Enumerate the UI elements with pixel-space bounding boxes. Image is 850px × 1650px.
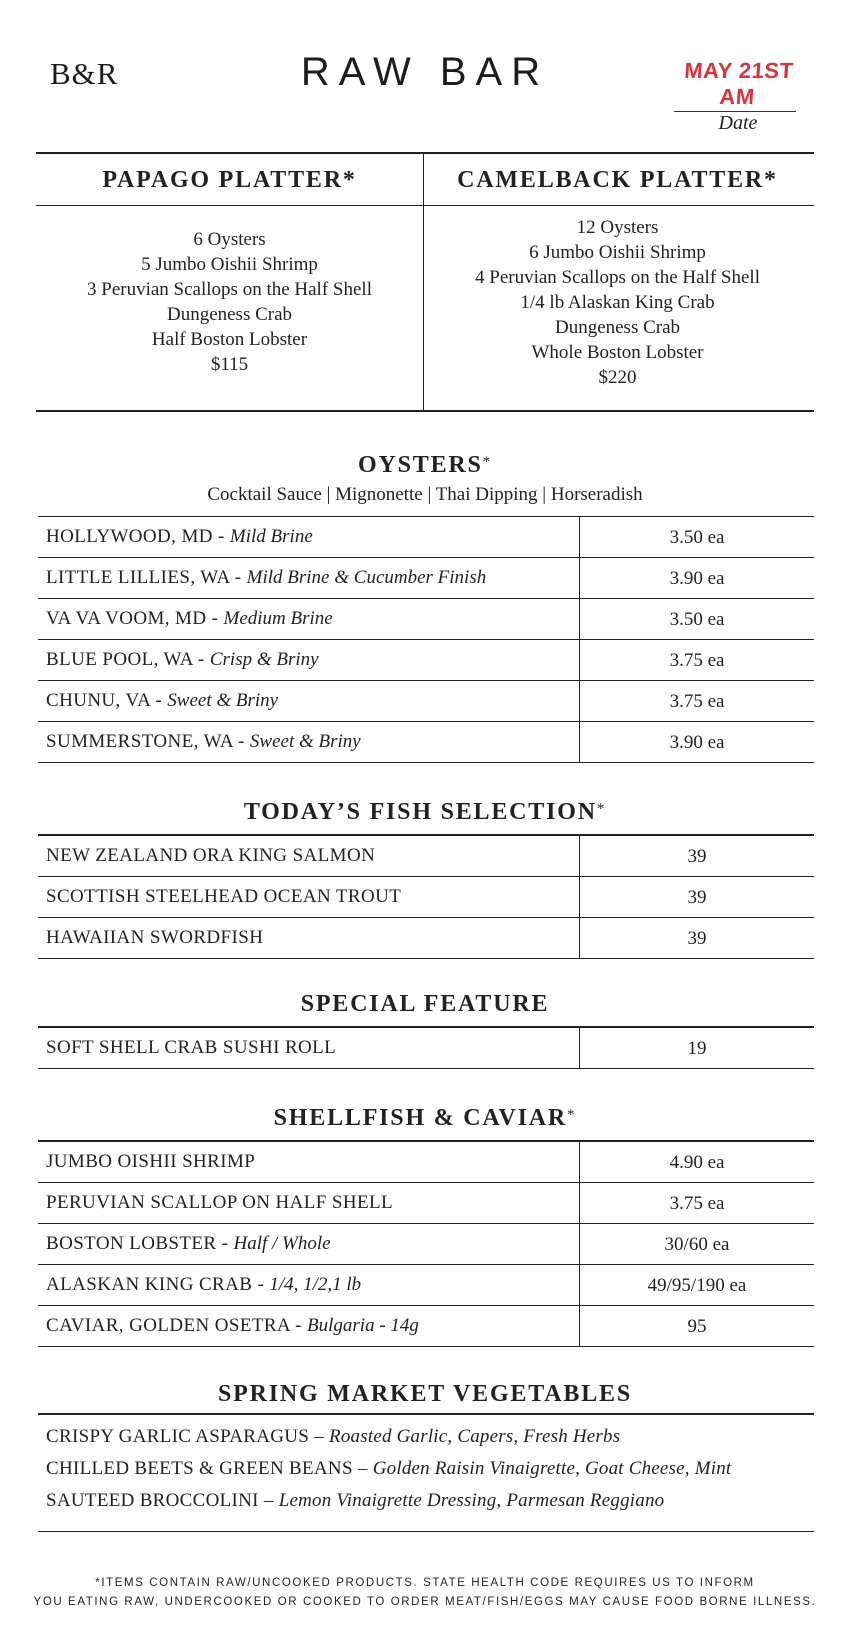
item-name: SOFT SHELL CRAB SUSHI ROLL (46, 1037, 337, 1058)
item-name: PERUVIAN SCALLOP ON HALF SHELL (46, 1192, 393, 1213)
section-title-shellfish (0, 1105, 850, 1132)
item-name-text: BOSTON LOBSTER (46, 1233, 217, 1254)
item-name: CRISPY GARLIC ASPARAGUS (46, 1426, 310, 1447)
page-title: RAW BAR (300, 50, 550, 94)
item-description: Lemon Vinaigrette Dressing, Parmesan Reggiano (278, 1490, 665, 1511)
item-name-text: HOLLYWOOD, MD (46, 526, 213, 547)
platter-items-papago (36, 227, 423, 377)
item-price: 3.90 ea (669, 732, 725, 753)
item-price: 39 (687, 928, 707, 949)
item-name: HAWAIIAN SWORDFISH (46, 927, 264, 948)
platter-item: 3 Peruvian Scallops on the Half Shell (87, 279, 372, 300)
item-separator: – (352, 1458, 373, 1479)
item-name: CAVIAR, GOLDEN OSETRA - Bulgaria - 14g (46, 1315, 419, 1336)
item-name: CHUNU, VA - Sweet & Briny (46, 690, 279, 711)
section-title-text: SHELLFISH & CAVIAR (273, 1105, 568, 1131)
item-name-text: ALASKAN KING CRAB (46, 1274, 253, 1295)
item-description: Sweet & Briny (249, 731, 361, 752)
table-row (38, 918, 814, 959)
oysters-table (38, 516, 814, 763)
platter-item: Dungeness Crab (554, 317, 681, 338)
platter-item: 1/4 lb Alaskan King Crab (520, 292, 715, 313)
platters-bottom-rule (36, 410, 814, 412)
item-description: Half / Whole (233, 1233, 331, 1254)
item-name: VA VA VOOM, MD - Medium Brine (46, 608, 333, 629)
item-description: Mild Brine (229, 526, 313, 547)
date-label: Date (718, 112, 758, 134)
platter-header-rule (36, 205, 814, 206)
platter-item: 6 Oysters (193, 229, 266, 250)
item-price: 39 (687, 846, 707, 867)
item-name: CHILLED BEETS & GREEN BEANS (46, 1458, 353, 1479)
platter-item: Whole Boston Lobster (531, 342, 704, 363)
asterisk: * (482, 454, 492, 470)
item-description: Mild Brine & Cucumber Finish (246, 567, 487, 588)
item-price: 3.90 ea (669, 568, 725, 589)
item-name: SCOTTISH STEELHEAD OCEAN TROUT (46, 886, 402, 907)
item-price: 19 (687, 1038, 707, 1059)
table-row (38, 1183, 814, 1224)
item-name-text: LITTLE LILLIES, WA (46, 567, 230, 588)
item-price: 3.50 ea (669, 609, 725, 630)
item-description: Bulgaria - 14g (307, 1315, 419, 1336)
item-name: NEW ZEALAND ORA KING SALMON (46, 845, 376, 866)
table-row (38, 558, 814, 599)
table-row (38, 640, 814, 681)
platter-title-papago: PAPAGO PLATTER* (102, 167, 357, 193)
platter-item: Half Boston Lobster (151, 329, 308, 350)
item-name: BLUE POOL, WA - Crisp & Briny (46, 649, 319, 670)
section-title-vegetables: SPRING MARKET VEGETABLES (218, 1381, 632, 1407)
item-description: Golden Raisin Vinaigrette, Goat Cheese, Mint (372, 1458, 732, 1479)
table-row (38, 1142, 814, 1183)
item-name: BOSTON LOBSTER - Half / Whole (46, 1233, 331, 1254)
item-price: 3.75 ea (669, 1193, 725, 1214)
item-separator: – (309, 1426, 330, 1447)
platter-item: 12 Oysters (576, 217, 659, 238)
item-price: 3.50 ea (669, 527, 725, 548)
platter-items-camelback (424, 215, 811, 390)
platter-price: $220 (598, 367, 637, 388)
disclaimer-line: *ITEMS CONTAIN RAW/UNCOOKED PRODUCTS. STATE HEALTH CODE REQUIRES US TO INFORM (95, 1577, 755, 1589)
item-name-text: SUMMERSTONE, WA (46, 731, 233, 752)
asterisk: * (567, 1107, 577, 1123)
health-disclaimer (0, 1574, 850, 1612)
platter-item: 4 Peruvian Scallops on the Half Shell (475, 267, 760, 288)
table-row (38, 599, 814, 640)
item-name: JUMBO OISHII SHRIMP (46, 1151, 256, 1172)
list-item (46, 1421, 731, 1453)
section-title-fish (0, 799, 850, 826)
item-name: LITTLE LILLIES, WA - Mild Brine & Cucumber Finish (46, 567, 487, 588)
table-row (38, 1265, 814, 1306)
date-value: MAY 21ST AM (683, 58, 795, 109)
asterisk: * (596, 801, 607, 817)
table-row (38, 836, 814, 877)
item-description: Sweet & Briny (167, 690, 279, 711)
item-name: HOLLYWOOD, MD - Mild Brine (46, 526, 313, 547)
disclaimer-line: YOU EATING RAW, UNDERCOOKED OR COOKED TO ORDER MEAT/FISH/EGGS MAY CAUSE FOOD BORNE ILLNESS. (33, 1596, 817, 1608)
item-description: Crisp & Briny (209, 649, 319, 670)
item-price: 3.75 ea (669, 691, 725, 712)
section-title-text: OYSTERS (358, 452, 483, 478)
item-price: 39 (687, 887, 707, 908)
item-price: 49/95/190 ea (647, 1275, 747, 1296)
list-item (46, 1485, 731, 1517)
item-price: 95 (687, 1316, 707, 1337)
section-title-special: SPECIAL FEATURE (300, 991, 550, 1017)
item-name-text: VA VA VOOM, MD (46, 608, 207, 629)
vegetables-list (46, 1421, 731, 1517)
date-block (668, 58, 808, 135)
table-row (38, 1224, 814, 1265)
shellfish-table (38, 1140, 814, 1347)
table-row (38, 1028, 814, 1069)
platters-grid (36, 153, 814, 411)
item-description: Medium Brine (223, 608, 333, 629)
section-title-text: TODAY’S FISH SELECTION (243, 799, 597, 825)
item-price: 3.75 ea (669, 650, 725, 671)
table-row (38, 681, 814, 722)
table-row (38, 1306, 814, 1347)
platter-title-camelback: CAMELBACK PLATTER* (457, 167, 778, 193)
item-name-text: CAVIAR, GOLDEN OSETRA (46, 1315, 290, 1336)
section-title-oysters (0, 452, 850, 479)
table-row (38, 722, 814, 763)
item-separator: – (258, 1490, 279, 1511)
table-row (38, 877, 814, 918)
vegetables-bottom-rule (38, 1531, 814, 1532)
platter-price: $115 (210, 354, 249, 375)
item-name: SUMMERSTONE, WA - Sweet & Briny (46, 731, 361, 752)
platter-item: Dungeness Crab (166, 304, 293, 325)
fish-table (38, 834, 814, 959)
special-table (38, 1026, 814, 1069)
logo: B&R (50, 56, 119, 91)
item-name-text: CHUNU, VA (46, 690, 151, 711)
item-description: Roasted Garlic, Capers, Fresh Herbs (329, 1426, 621, 1447)
item-name: ALASKAN KING CRAB - 1/4, 1/2,1 lb (46, 1274, 362, 1295)
vegetables-top-rule (38, 1413, 814, 1415)
item-name-text: BLUE POOL, WA (46, 649, 193, 670)
table-row (38, 517, 814, 558)
platter-item: 5 Jumbo Oishii Shrimp (141, 254, 318, 275)
item-price: 30/60 ea (664, 1234, 730, 1255)
list-item (46, 1453, 731, 1485)
oyster-sauces: Cocktail Sauce | Mignonette | Thai Dipping | Horseradish (207, 484, 643, 505)
item-name: SAUTEED BROCCOLINI (46, 1490, 259, 1511)
item-price: 4.90 ea (669, 1152, 725, 1173)
item-description: 1/4, 1/2,1 lb (269, 1274, 362, 1295)
platter-item: 6 Jumbo Oishii Shrimp (529, 242, 706, 263)
